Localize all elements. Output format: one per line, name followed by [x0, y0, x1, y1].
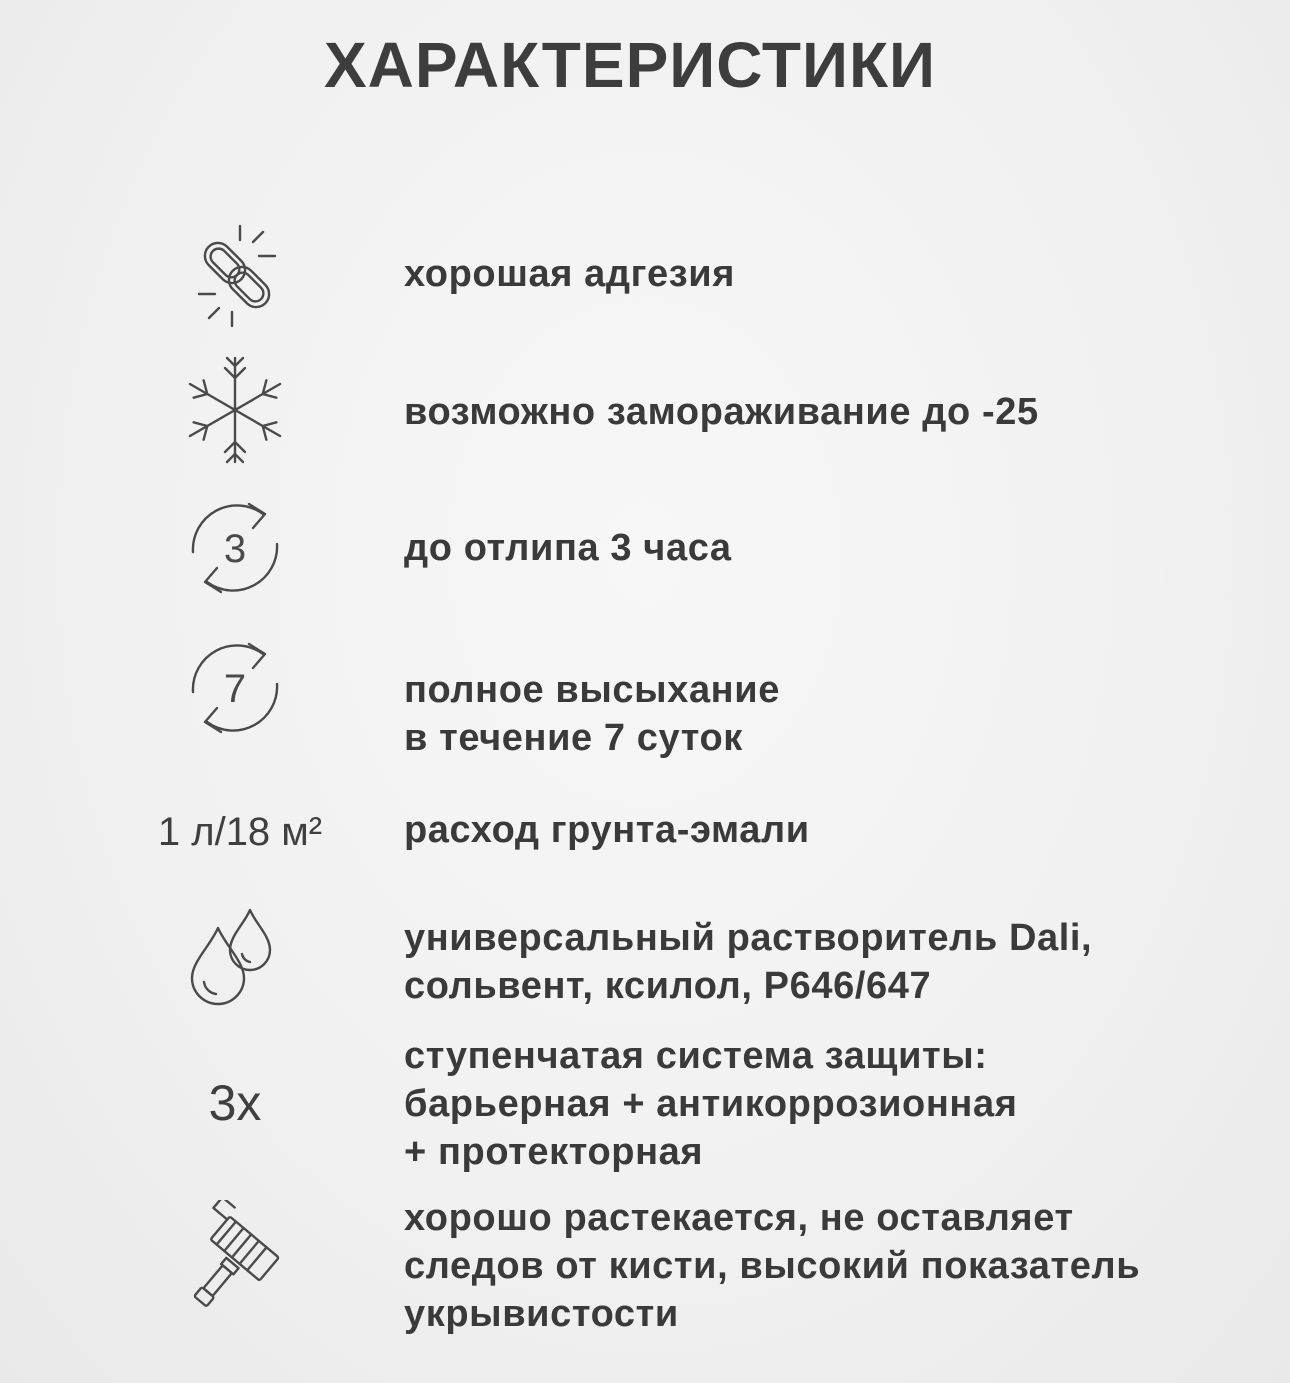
feature-text-line: сольвент, ксилол, Р646/647: [404, 965, 932, 1007]
droplets-icon: [150, 902, 320, 1014]
paint-roller-icon: [150, 1200, 320, 1320]
snowflake-icon: [150, 352, 320, 468]
feature-text-line: ступенчатая система защиты:: [404, 1035, 988, 1077]
feature-row-solvents: [0, 902, 1290, 1014]
feature-text-line: барьерная + антикоррозионная: [404, 1083, 1018, 1125]
cycle-7-icon: [150, 632, 320, 744]
feature-text-line: следов от кисти, высокий показатель: [404, 1245, 1141, 1287]
feature-text-line: полное высыхание: [404, 669, 780, 711]
cycle-icon-label: 3: [223, 527, 247, 571]
feature-row-tack-free: [0, 492, 1290, 604]
feature-text-line: укрывистости: [404, 1293, 679, 1335]
page-title: ХАРАКТЕРИСТИКИ: [323, 29, 937, 101]
protection-value: [150, 1030, 320, 1176]
feature-text-line: хорошая адгезия: [404, 253, 735, 295]
feature-text-line: в течение 7 суток: [404, 717, 743, 759]
feature-text-line: расход грунта-эмали: [404, 809, 810, 851]
feature-row-full-drying: [0, 632, 1290, 759]
cycle-3-icon: [150, 492, 320, 604]
feature-text-line: до отлипа 3 часа: [404, 527, 732, 569]
consumption-label: 1 л/18 м²: [157, 809, 323, 854]
feature-row-consumption: [0, 800, 1290, 864]
feature-text-line: + протекторная: [404, 1131, 704, 1173]
feature-text-line: возможно замораживание до -25: [404, 391, 1039, 433]
feature-text-line: универсальный растворитель Dali,: [404, 917, 1093, 959]
feature-row-adhesion: [0, 220, 1290, 330]
protection-label: 3х: [208, 1075, 262, 1131]
chain-link-icon: [150, 220, 320, 330]
feature-text-line: хорошо растекается, не оставляет: [404, 1197, 1074, 1239]
feature-row-protection: [0, 1030, 1290, 1176]
cycle-icon-label: 7: [223, 667, 247, 711]
feature-row-leveling: [0, 1192, 1290, 1342]
feature-row-freezing: [0, 352, 1290, 468]
consumption-value: [120, 800, 360, 864]
